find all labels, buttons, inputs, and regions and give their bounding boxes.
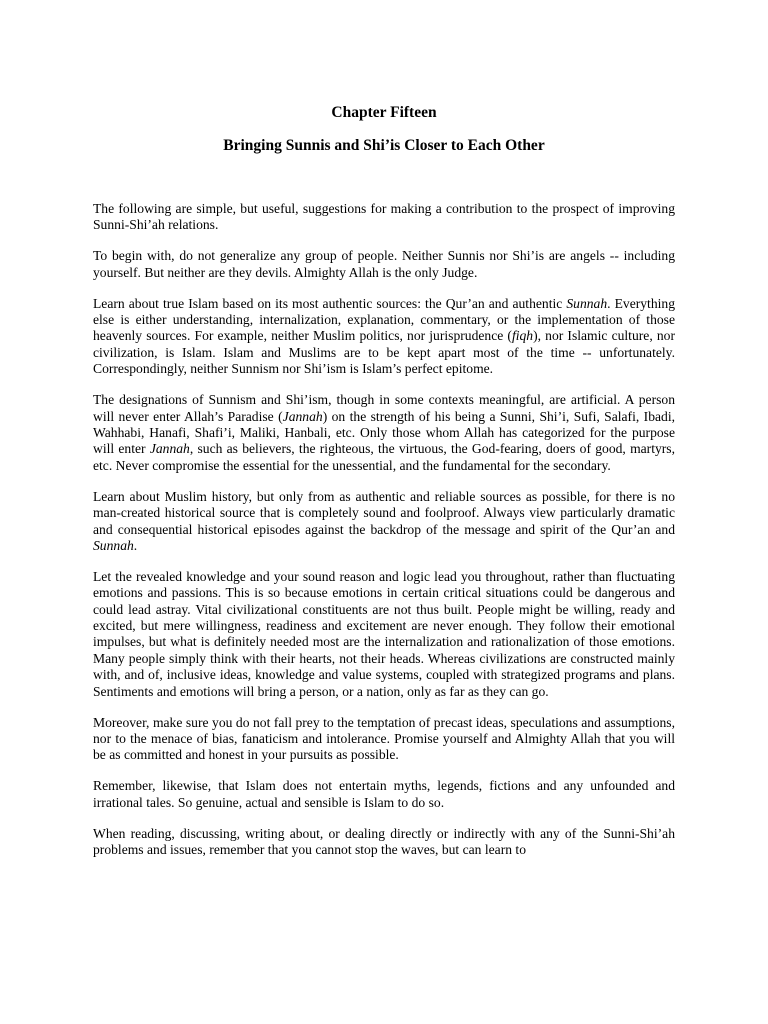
- paragraph: [93, 392, 675, 474]
- text-run: Learn about Muslim history, but only from as authentic and reliable sources as possible, for there is no man-created historical source that is completely sound and foolproof. Always view particularly dramatic and consequential historical episodes against the backdrop of the message and spirit of the Qur’an and: [93, 488, 675, 537]
- text-run: Let the revealed knowledge and your sound reason and logic lead you throughout, rather than fluctuating emotions and passions. This is so because emotions in certain critical situations could be dangerous and could lead astray. Vital civilizational constituents are not thus built. People might be willing, ready and excited, but mere willingness, readiness and excitement are never enough. They follow their emotional impulses, but what is definitely needed most are the internalization and rationalization of those emotions. Many people simply think with their hearts, not their heads. Whereas civilizations are constructed mainly with, and of, inclusive ideas, knowledge and value systems, coupled with strategized programs and plans. Sentiments and emotions will bring a person, or a nation, only as far as they can go.: [93, 568, 675, 699]
- text-run: ), nor Islamic culture, nor civilization, is Islam. Islam and Muslims are to be kept apart most of the time -- unfortunately. Correspondingly, neither Sunnism nor Shi’ism is Islam’s perfect epitome.: [93, 328, 675, 377]
- paragraph: [93, 715, 675, 764]
- chapter-body: [93, 201, 675, 873]
- text-run: The designations of Sunnism and Shi’ism, though in some contexts meaningful, are artificial. A person will never enter Allah’s Paradise (: [93, 392, 675, 424]
- text-run: To begin with, do not generalize any group of people. Neither Sunnis nor Shi’is are angels -- including yourself. But neither are they devils. Almighty Allah is the only Judge.: [93, 248, 675, 280]
- paragraph: [93, 296, 675, 378]
- text-run: .: [133, 537, 138, 553]
- text-run: Remember, likewise, that Islam does not entertain myths, legends, fictions and any unfounded and irrational tales. So genuine, actual and sensible is Islam to do so.: [93, 778, 675, 810]
- paragraph: [93, 569, 675, 700]
- paragraph: [93, 778, 675, 811]
- paragraph: [93, 826, 675, 859]
- paragraph: [93, 248, 675, 281]
- italic-term: Sunnah: [566, 295, 608, 311]
- paragraph: [93, 201, 675, 234]
- text-run: Moreover, make sure you do not fall prey to the temptation of precast ideas, speculations and assumptions, nor to the menace of bias, fanaticism and intolerance. Promise yourself and Almighty Allah that you will be as committed and honest in your pursuits as possible.: [93, 714, 675, 763]
- text-run: ) on the strength of his being a Sunni, Shi’i, Sufi, Salafi, Ibadi, Wahhabi, Hanafi, Shafi’i, Maliki, Hanbali, etc. Only those whom Allah has categorized for the purpose will enter: [93, 408, 676, 457]
- italic-term: Sunnah: [93, 537, 134, 553]
- chapter-number: Chapter Fifteen: [331, 104, 437, 121]
- chapter-title: Bringing Sunnis and Shi’is Closer to Each Other: [223, 137, 545, 154]
- text-run: Learn about true Islam based on its most authentic sources: the Qur’an and authentic: [93, 295, 567, 311]
- text-run: . Everything else is either understanding, internalization, explanation, commentary, or the implementation of those heavenly sources. For example, neither Muslim politics, nor jurisprudence (: [93, 295, 676, 344]
- italic-term: Jannah: [149, 441, 190, 457]
- italic-term: fiqh: [511, 328, 534, 344]
- paragraph: [93, 489, 675, 555]
- text-run: The following are simple, but useful, suggestions for making a contribution to the prospect of improving Sunni-Shi’ah relations.: [93, 201, 675, 233]
- text-run: When reading, discussing, writing about, or dealing directly or indirectly with any of the Sunni-Shi’ah problems and issues, remember that you cannot stop the waves, but can learn to: [93, 825, 675, 857]
- text-run: , such as believers, the righteous, the virtuous, the God-fearing, doers of good, martyrs, etc. Never compromise the essential for the unessential, and the fundamental for the secondary.: [93, 441, 675, 473]
- italic-term: Jannah: [282, 408, 323, 424]
